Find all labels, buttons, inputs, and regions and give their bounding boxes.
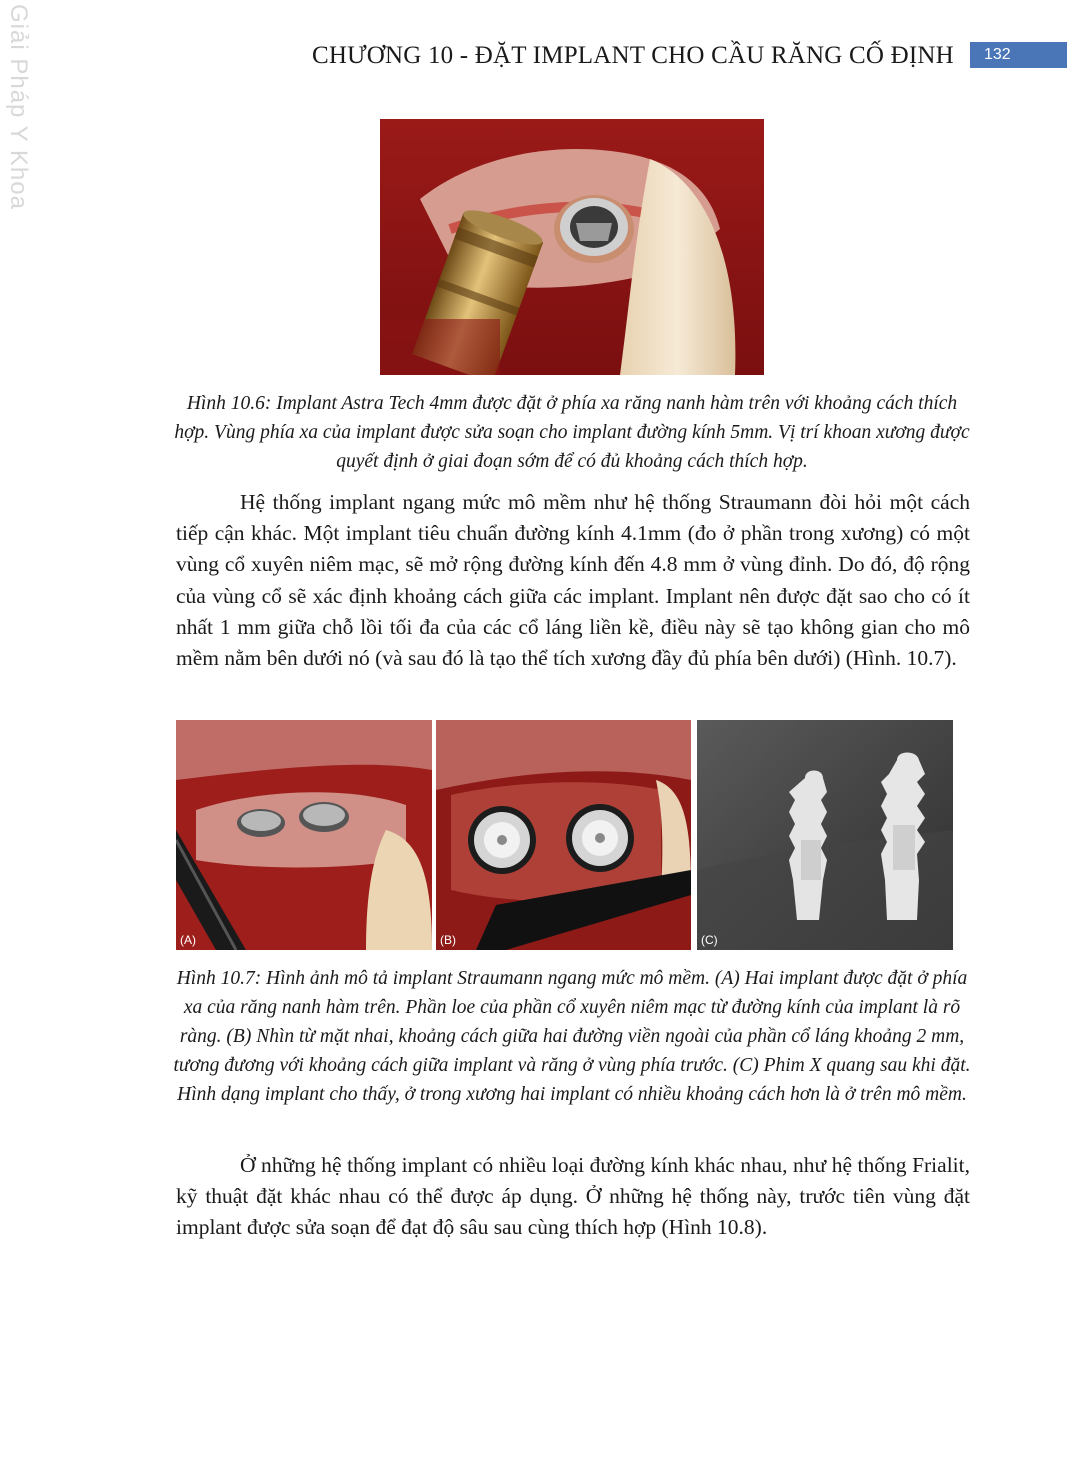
figure-10-7-caption: Hình 10.7: Hình ảnh mô tả implant Straumann ngang mức mô mềm. (A) Hai implant được đặt ở phía xa của răng nanh hàm trên. Phần loe của phần cổ xuyên niêm mạc từ đường kính của implant là rõ ràng. (B) Nhìn từ mặt nhai, khoảng cách giữa hai đường viền ngoài của phần cổ láng khoảng 2 mm, tương đương với khoảng cách giữa implant và răng ở vùng phía trước. (C) Phim X quang sau khi đặt. Hình dạng implant cho thấy, ở trong xương hai implant có nhiều khoảng cách hơn là ở trên mô mềm. [173,968,971,1105]
figure-10-6-caption: Hình 10.6: Implant Astra Tech 4mm được đặt ở phía xa răng nanh hàm trên với khoảng cách thích hợp. Vùng phía xa của implant được sửa soạn cho implant đường kính 5mm. Vị trí khoan xương được quyết định ở giai đoạn sớm để có đủ khoảng cách thích hợp. [174,393,970,472]
figure-10-6-photo [380,119,764,375]
figure-10-7-panel-a [176,720,432,950]
panel-b-label: (B) [440,933,456,947]
panel-c-label: (C) [701,933,718,947]
watermark: Giải Pháp Y Khoa [5,4,32,210]
paragraph-1: Hệ thống implant ngang mức mô mềm như hệ thống Straumann đòi hỏi một cách tiếp cận khác. Một implant tiêu chuẩn đường kính 4.1mm (đo ở phần trong xương) có một vùng cổ xuyên niêm mạc, sẽ mở rộng đường kính đến 4.8 mm ở vùng đỉnh. Do đó, độ rộng của vùng cổ sẽ xác định khoảng cách giữa các implant. Implant nên được đặt sao cho có ít nhất 1 mm giữa chỗ lồi tối đa của các cổ láng liền kề, điều này sẽ tạo không gian cho mô mềm nằm bên dưới nó (và sau đó là tạo thể tích xương đầy đủ phía bên dưới) (Hình. 10.7). [176,490,970,671]
paragraph-2: Ở những hệ thống implant có nhiều loại đường kính khác nhau, như hệ thống Frialit, kỹ thuật đặt khác nhau có thể được áp dụng. Ở những hệ thống này, trước tiên vùng đặt implant được sửa soạn để đạt độ sâu sau cùng thích hợp (Hình 10.8). [176,1153,970,1240]
figure-10-7-panel-b [436,720,691,950]
figure-10-7-panel-c [697,720,953,950]
panel-a-label: (A) [180,933,196,947]
page-number-badge: 132 [970,42,1067,68]
chapter-title: CHƯƠNG 10 - ĐẶT IMPLANT CHO CẦU RĂNG CỐ ĐỊNH [312,42,954,69]
